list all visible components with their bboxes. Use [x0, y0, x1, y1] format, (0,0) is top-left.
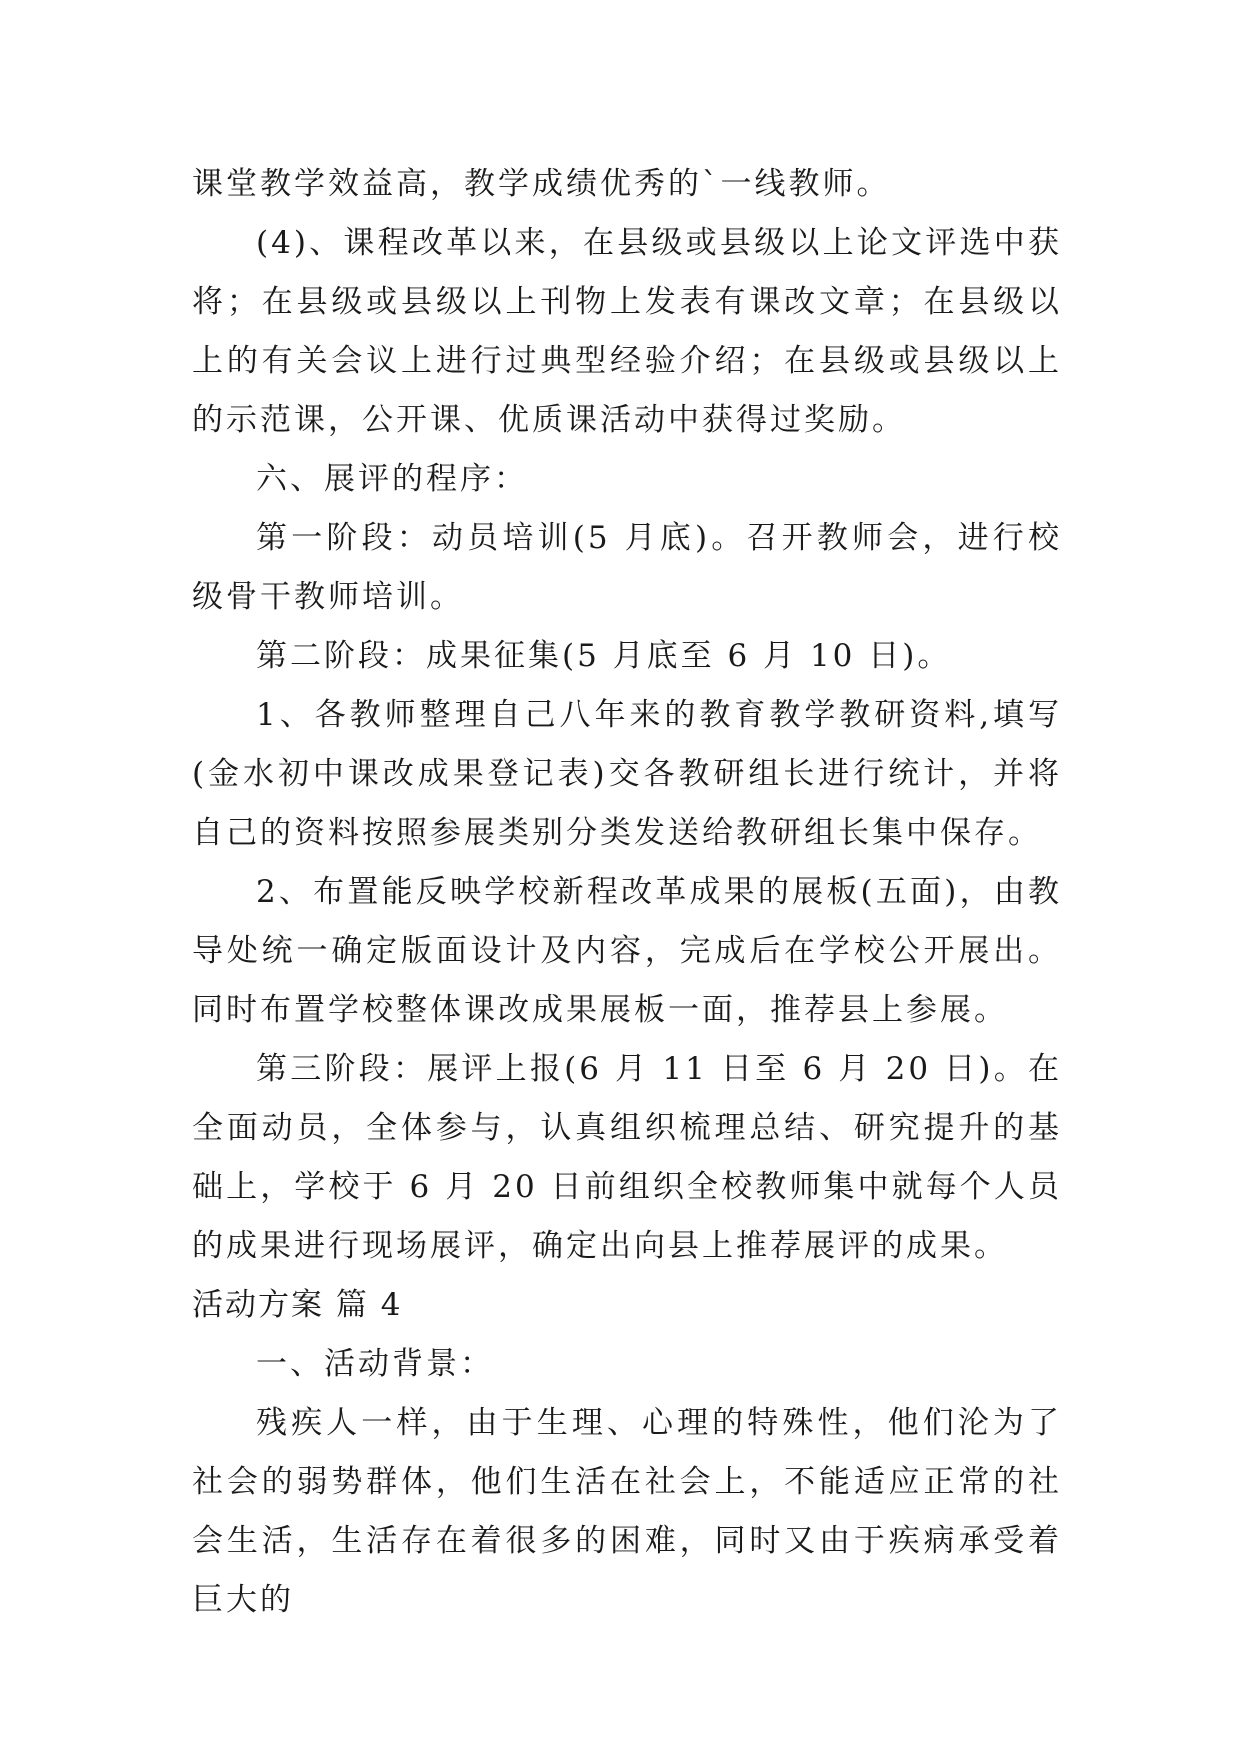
paragraph-stage-2-item-1: 1、各教师整理自己八年来的教育教学教研资料,填写(金水初中课改成果登记表)交各教研组长进行统计，并将自己的资料按照参展类别分类发送给教研组长集中保存。: [192, 697, 1062, 851]
paragraph-stage-3: 第三阶段：展评上报(6 月 11 日至 6 月 20 日)。在全面动员，全体参与，认真组织梳理总结、研究提升的基础上，学校于 6 月 20 日前组织全校教师集中就每个人员的成果进行现场展评，确定出向县上推荐展评的成果。: [192, 1051, 1062, 1264]
paragraph-criteria-4: (4)、课程改革以来，在县级或县级以上论文评选中获将；在县级或县级以上刊物上发表有课改文章；在县级以上的有关会议上进行过典型经验介绍；在县级或县级以上的示范课，公开课、优质课活动中获得过奖励。: [192, 225, 1062, 438]
section-title-plan-4: 活动方案 篇 4: [192, 1287, 403, 1323]
paragraph-background: 残疾人一样，由于生理、心理的特殊性，他们沦为了社会的弱势群体，他们生活在社会上，不能适应正常的社会生活，生活存在着很多的困难，同时又由于疾病承受着巨大的: [192, 1405, 1062, 1618]
paragraph-stage-2-item-2: 2、布置能反映学校新程改革成果的展板(五面)，由教导处统一确定版面设计及内容，完成后在学校公开展出。同时布置学校整体课改成果展板一面，推荐县上参展。: [192, 874, 1062, 1028]
section-heading-background: 一、活动背景：: [256, 1346, 494, 1382]
paragraph-stage-2: 第二阶段：成果征集(5 月底至 6 月 10 日)。: [256, 638, 952, 674]
paragraph-teacher-criteria-end: 课堂教学效益高，教学成绩优秀的`一线教师。: [192, 166, 891, 202]
document-body: [192, 155, 1062, 1630]
paragraph-stage-1: 第一阶段：动员培训(5 月底)。召开教师会，进行校级骨干教师培训。: [192, 520, 1062, 615]
section-heading-procedure: 六、展评的程序：: [256, 461, 528, 497]
